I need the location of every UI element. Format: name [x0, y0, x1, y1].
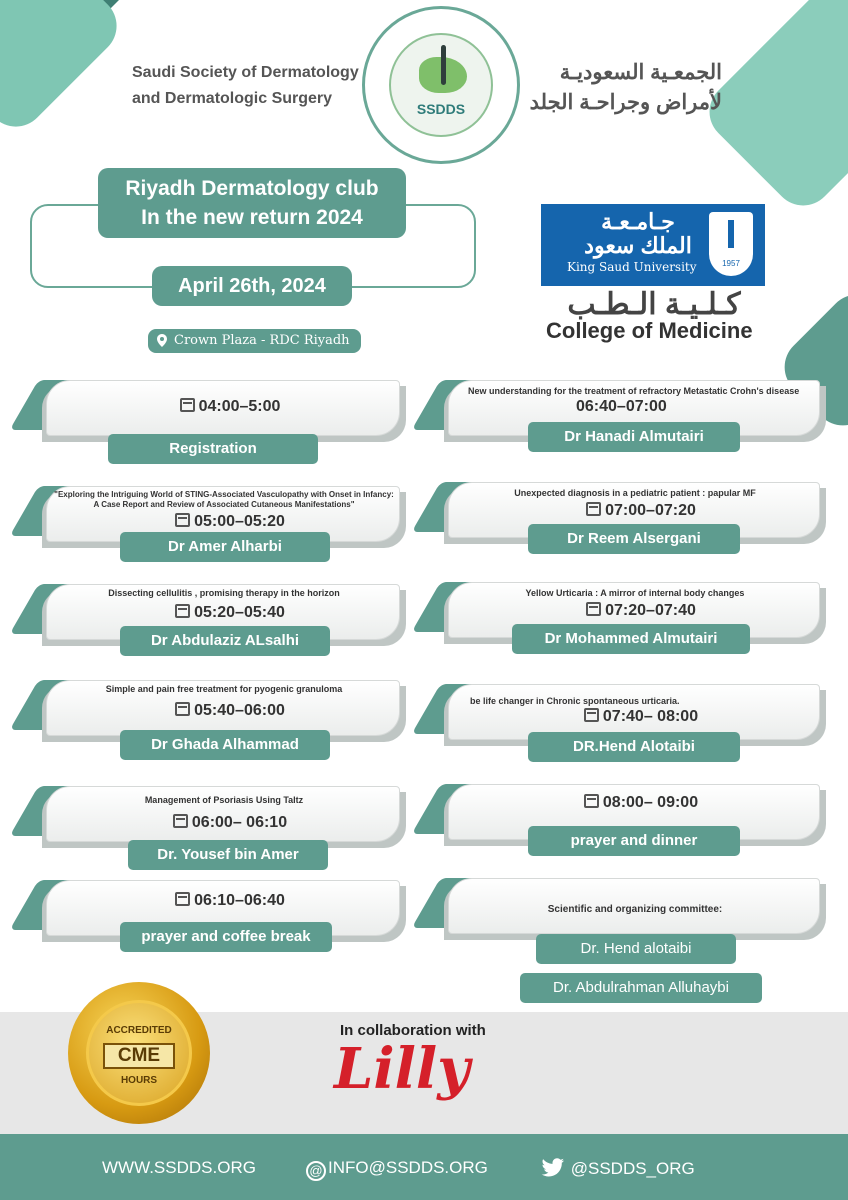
committee-card	[426, 878, 826, 1008]
session-speaker: Dr Ghada Alhammad	[120, 730, 330, 760]
session-card	[24, 786, 406, 872]
seal-line1: ACCREDITED	[106, 1025, 172, 1036]
ksu-palm-icon	[728, 220, 734, 248]
footer-email-text: INFO@SSDDS.ORG	[328, 1158, 488, 1177]
session-topic: "Exploring the Intriguing World of STING-Associated Vasculopathy with Onset in Infancy: A Case Report and Review of Associated Cutaneous Manifestations"	[54, 490, 394, 509]
collaboration-text: In collaboration with	[340, 1022, 486, 1039]
lilly-logo: Lilly	[334, 1036, 470, 1102]
ksu-year: 1957	[722, 259, 740, 268]
session-card	[426, 582, 826, 666]
college-name-arabic: كـلـيـة الـطـب	[567, 288, 741, 321]
committee-member: Dr. Abdulrahman Alluhaybi	[520, 973, 762, 1003]
session-card	[426, 684, 826, 768]
at-sign-icon: @	[306, 1161, 326, 1181]
session-time	[466, 502, 816, 520]
calendar-icon	[586, 502, 601, 516]
logo-hair-follicle-icon	[441, 45, 446, 85]
seal-line2: CME	[103, 1043, 175, 1069]
cme-seal-icon	[68, 982, 210, 1124]
footer-email[interactable]	[306, 1158, 488, 1181]
ksu-name-ar-line1: جـامـعـة	[601, 209, 675, 234]
calendar-icon	[584, 708, 599, 722]
session-time	[64, 398, 396, 416]
ssdds-logo	[362, 6, 520, 164]
committee-heading: Scientific and organizing committee:	[547, 904, 723, 915]
session-topic: Simple and pain free treatment for pyogenic granuloma	[105, 684, 343, 694]
event-title-line2: In the new return 2024	[141, 206, 363, 229]
location-pin-icon	[157, 334, 167, 347]
society-name-ar-line2: لأمراض وجراحـة الجلد	[529, 91, 722, 114]
session-time-text: 05:20–05:40	[194, 604, 285, 621]
footer-website[interactable]: WWW.SSDDS.ORG	[102, 1158, 256, 1177]
session-topic: be life changer in Chronic spontaneous urticaria.	[470, 696, 680, 706]
committee-member: Dr. Hend alotaibi	[536, 934, 736, 964]
session-time-text: 07:40– 08:00	[602, 708, 699, 725]
session-topic	[468, 383, 822, 399]
calendar-icon	[180, 398, 195, 412]
session-topic: Management of Psoriasis Using Taltz	[144, 795, 304, 805]
session-card	[426, 784, 826, 868]
session-time	[466, 708, 816, 726]
session-card	[24, 880, 406, 966]
footer-twitter-text: @SSDDS_ORG	[570, 1159, 695, 1178]
society-name-ar-line1: الجمعـية السعوديـة	[559, 61, 722, 84]
event-title-line1: Riyadh Dermatology club	[125, 177, 379, 200]
ksu-logo	[541, 204, 765, 286]
calendar-icon	[175, 513, 190, 527]
session-speaker: DR.Hend Alotaibi	[528, 732, 740, 762]
logo-emblem	[389, 33, 493, 137]
session-card	[24, 380, 406, 470]
session-time	[466, 794, 816, 812]
session-time-text: 05:00–05:20	[194, 513, 285, 530]
calendar-icon	[586, 602, 601, 616]
session-card	[24, 486, 406, 570]
session-speaker: prayer and dinner	[528, 826, 740, 856]
session-time	[64, 814, 396, 832]
session-time-text: 08:00– 09:00	[602, 794, 699, 811]
session-card	[426, 380, 826, 466]
session-card	[426, 482, 826, 566]
calendar-icon	[175, 604, 190, 618]
footer	[0, 1134, 848, 1200]
session-time	[64, 513, 396, 531]
session-time-text: 06:40–07:00	[576, 398, 667, 415]
calendar-icon	[175, 892, 190, 906]
session-speaker: prayer and coffee break	[120, 922, 332, 952]
session-time-text: 07:20–07:40	[605, 602, 696, 619]
session-time	[64, 702, 396, 720]
session-topic: Dissecting cellulitis , promising therapy in the horizon	[108, 588, 340, 598]
session-time-text: 04:00–5:00	[198, 398, 281, 415]
society-name-en-line2: and Dermatologic Surgery	[132, 90, 333, 107]
ksu-name-ar-line2: الملك سعود	[584, 233, 692, 258]
session-time	[64, 892, 396, 910]
footer-twitter[interactable]	[540, 1158, 695, 1179]
society-name-en-line1: Saudi Society of Dermatology	[132, 64, 359, 81]
session-topic-text: New understanding for the treatment of refractory Metastatic Crohn's disease	[468, 386, 800, 396]
session-card	[24, 680, 406, 764]
twitter-bird-icon	[540, 1158, 566, 1178]
event-date: April 26th, 2024	[152, 266, 352, 306]
session-speaker: Dr Reem Alsergani	[528, 524, 740, 554]
session-time-text: 07:00–07:20	[605, 502, 696, 519]
calendar-icon	[173, 814, 188, 828]
session-time-text: 06:00– 06:10	[191, 814, 288, 831]
session-time-text: 06:10–06:40	[194, 892, 285, 909]
venue-text: Crown Plaza - RDC Riyadh	[174, 333, 350, 348]
session-speaker: Dr Amer Alharbi	[120, 532, 330, 562]
ksu-emblem-icon	[709, 212, 753, 276]
event-venue	[148, 329, 361, 353]
session-time	[576, 398, 667, 416]
session-time-text: 05:40–06:00	[194, 702, 285, 719]
calendar-icon	[584, 794, 599, 808]
session-topic: Unexpected diagnosis in a pediatric patient : papular MF	[514, 488, 756, 498]
decor-top-left-light	[0, 0, 129, 139]
calendar-icon	[175, 702, 190, 716]
session-time	[466, 602, 816, 620]
society-name-arabic	[522, 58, 722, 118]
session-card	[24, 584, 406, 668]
session-speaker: Dr Hanadi Almutairi	[528, 422, 740, 452]
event-title	[98, 168, 406, 238]
cme-seal-inner	[86, 1000, 192, 1106]
ksu-name-arabic	[563, 210, 713, 258]
session-speaker: Registration	[108, 434, 318, 464]
seal-line3: HOURS	[120, 1075, 158, 1086]
session-speaker: Dr Abdulaziz ALsalhi	[120, 626, 330, 656]
session-speaker: Dr. Yousef bin Amer	[128, 840, 328, 870]
session-speaker: Dr Mohammed Almutairi	[512, 624, 750, 654]
session-topic: Yellow Urticaria : A mirror of internal body changes	[525, 588, 745, 598]
ksu-name-english: King Saud University	[567, 260, 697, 274]
college-name-english: College of Medicine	[546, 318, 753, 343]
society-name-english	[132, 60, 359, 112]
logo-text: SSDDS	[416, 101, 466, 117]
session-time	[64, 604, 396, 622]
